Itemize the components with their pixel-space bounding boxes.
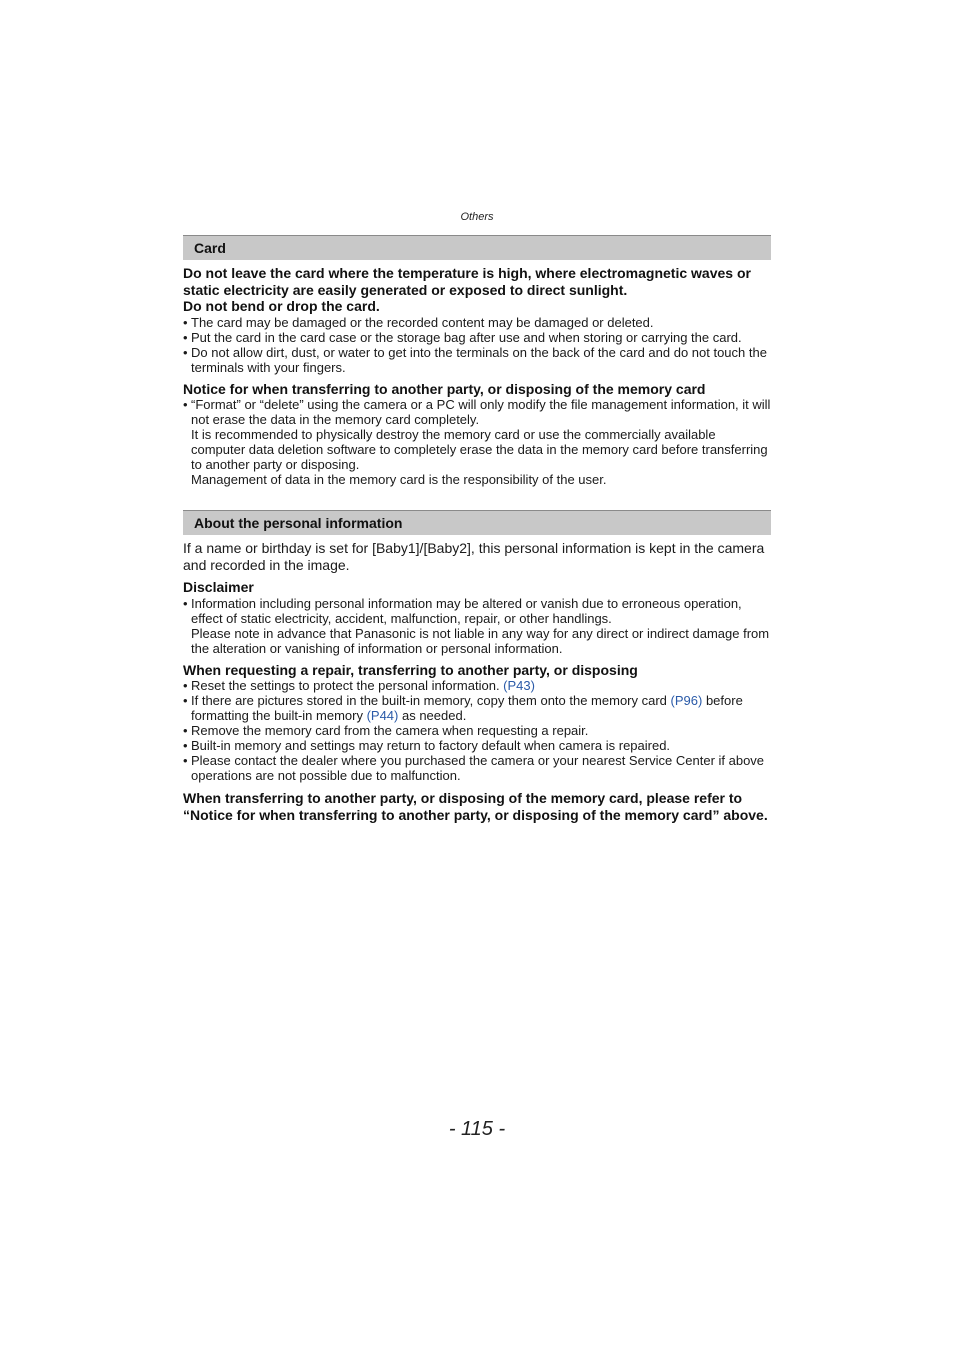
- list-item: • The card may be damaged or the recorded content may be damaged or deleted.: [183, 315, 771, 330]
- disclaimer-heading: Disclaimer: [183, 579, 254, 595]
- repair-list: [183, 678, 771, 783]
- list-item-text: as needed.: [398, 708, 467, 723]
- page-reference-link[interactable]: (P43): [503, 678, 535, 693]
- disclaimer-continuation: Please note in advance that Panasonic is not liable in any way for any direct or indirect damage from the alteration or vanishing of information or personal information.: [191, 625, 770, 656]
- card-warning-heat: Do not leave the card where the temperature is high, where electromagnetic waves or static electricity are easily generated or exposed to direct sunlight.: [183, 265, 751, 298]
- list-item: • Built-in memory and settings may return to factory default when camera is repaired.: [183, 738, 771, 753]
- page-reference-link[interactable]: (P44): [366, 708, 399, 723]
- notice-continuation: Management of data in the memory card is the responsibility of the user.: [191, 472, 607, 487]
- notice-continuation: It is recommended to physically destroy the memory card or use the commercially available computer data deletion software to completely erase the data in the memory card before transferring to another party or disposing.: [191, 427, 768, 472]
- list-item: • “Format” or “delete” using the camera or a PC will only modify the file management information, it will not erase the data in the memory card completely.: [183, 397, 771, 427]
- list-item: • Please contact the dealer where you purchased the camera or your nearest Service Center if above operations are not possible due to malfunction.: [183, 753, 771, 783]
- page-content: [183, 235, 771, 823]
- list-item: • Information including personal information may be altered or vanish due to erroneous operation, effect of static electricity, accident, malfunction, repair, or other handlings.: [183, 596, 771, 626]
- list-item-text: Reset the settings to protect the personal information.: [191, 678, 504, 693]
- list-item: • Put the card in the card case or the storage bag after use and when storing or carrying the card.: [183, 330, 771, 345]
- card-precautions-list: [183, 315, 771, 375]
- list-item-text: before formatting the built-in memory: [191, 693, 743, 723]
- card-section-title: Card: [183, 235, 771, 260]
- list-item: • Do not allow dirt, dust, or water to get into the terminals on the back of the card and do not touch the terminals with your fingers.: [183, 345, 771, 375]
- disclaimer-list: [183, 596, 771, 626]
- running-header: Others: [460, 211, 494, 223]
- notice-heading: Notice for when transferring to another party, or disposing of the memory card: [183, 380, 706, 397]
- card-warning-bend: Do not bend or drop the card.: [183, 298, 380, 314]
- repair-heading: When requesting a repair, transferring to another party, or disposing: [183, 661, 638, 678]
- personal-info-section-title: About the personal information: [183, 510, 771, 535]
- list-item: • Remove the memory card from the camera when requesting a repair.: [183, 723, 771, 738]
- page-number: - 115 -: [448, 1118, 506, 1140]
- notice-list: [183, 397, 771, 427]
- personal-info-intro: If a name or birthday is set for [Baby1]/[Baby2], this personal information is kept in the camera and recorded in the image.: [183, 540, 765, 573]
- closing-note: When transferring to another party, or disposing of the memory card, please refer to “Notice for when transferring to another party, or disposing of the memory card” above.: [183, 790, 768, 823]
- page-reference-link[interactable]: (P96): [670, 693, 703, 708]
- list-item-text: If there are pictures stored in the built-in memory, copy them onto the memory card: [191, 693, 671, 708]
- list-item: [183, 678, 771, 693]
- list-item: [183, 693, 771, 723]
